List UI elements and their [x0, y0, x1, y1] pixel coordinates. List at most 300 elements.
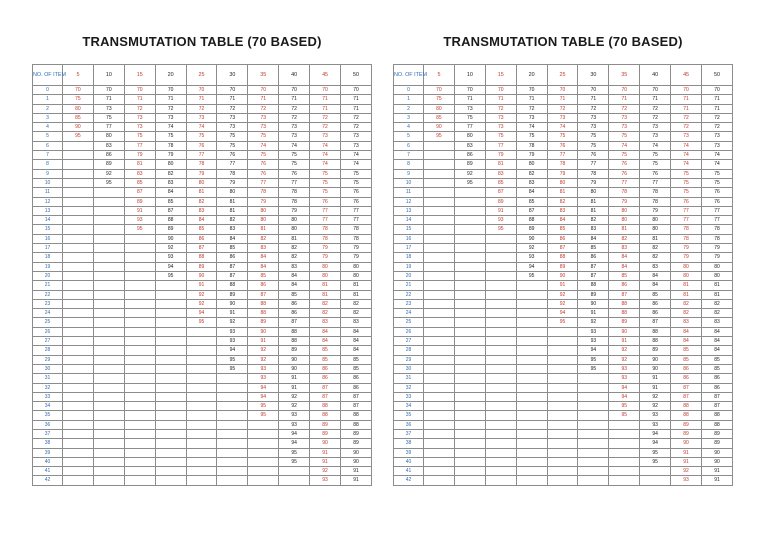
grade-cell: 77: [93, 123, 124, 132]
grade-cell: [516, 337, 547, 346]
grade-cell: 86: [341, 374, 372, 383]
grade-cell: 81: [547, 188, 578, 197]
item-count-cell: 31: [394, 374, 424, 383]
table-row: [33, 374, 372, 383]
grade-cell: [217, 467, 248, 476]
table-row: [33, 160, 372, 169]
table-row: [33, 206, 372, 215]
grade-cell: [485, 234, 516, 243]
grade-cell: 70: [248, 86, 279, 95]
grade-cell: 83: [516, 178, 547, 187]
grade-cell: 85: [702, 364, 733, 373]
grade-cell: 78: [155, 141, 186, 150]
grade-cell: 77: [578, 160, 609, 169]
grade-cell: 87: [124, 188, 155, 197]
grade-cell: [424, 309, 455, 318]
item-count-cell: 42: [394, 476, 424, 485]
grade-cell: [217, 383, 248, 392]
grade-cell: 87: [217, 262, 248, 271]
grade-cell: [155, 309, 186, 318]
grade-cell: 70: [454, 86, 485, 95]
header-item-label: NO. OF ITEM: [33, 65, 63, 86]
item-count-cell: 28: [33, 346, 63, 355]
grade-cell: 83: [578, 225, 609, 234]
grade-cell: 84: [640, 271, 671, 280]
grade-cell: 74: [702, 160, 733, 169]
grade-cell: 77: [640, 178, 671, 187]
grade-cell: 75: [124, 132, 155, 141]
grade-cell: [186, 420, 217, 429]
grade-cell: 72: [671, 123, 702, 132]
grade-cell: 80: [279, 216, 310, 225]
grade-cell: 74: [279, 141, 310, 150]
grade-cell: 79: [341, 253, 372, 262]
grade-cell: 77: [702, 206, 733, 215]
header-cell: 45: [310, 65, 341, 86]
grade-cell: [424, 262, 455, 271]
item-count-cell: 23: [394, 299, 424, 308]
item-count-cell: 39: [33, 448, 63, 457]
grade-cell: 92: [516, 244, 547, 253]
table-row: [33, 281, 372, 290]
grade-cell: [155, 299, 186, 308]
grade-cell: [248, 476, 279, 485]
grade-cell: [454, 299, 485, 308]
item-count-cell: 13: [394, 206, 424, 215]
item-count-cell: 31: [33, 374, 63, 383]
table-row: [33, 355, 372, 364]
grade-cell: [93, 429, 124, 438]
table-row: [33, 271, 372, 280]
grade-cell: [454, 318, 485, 327]
item-count-cell: 38: [394, 439, 424, 448]
grade-cell: 77: [279, 178, 310, 187]
item-count-cell: 36: [33, 420, 63, 429]
grade-cell: 71: [671, 95, 702, 104]
grade-cell: [578, 448, 609, 457]
table-row: [394, 86, 733, 95]
grade-cell: 70: [124, 86, 155, 95]
grade-cell: 89: [155, 225, 186, 234]
grade-cell: 75: [640, 160, 671, 169]
table-row: [33, 234, 372, 243]
grade-cell: 76: [640, 169, 671, 178]
grade-cell: 81: [640, 234, 671, 243]
grade-cell: 81: [248, 225, 279, 234]
grade-cell: [578, 411, 609, 420]
grade-cell: 85: [186, 225, 217, 234]
grade-cell: 85: [578, 244, 609, 253]
grade-cell: 72: [341, 113, 372, 122]
item-count-cell: 30: [33, 364, 63, 373]
grade-cell: 72: [341, 123, 372, 132]
grade-cell: 76: [186, 141, 217, 150]
table-row: [33, 429, 372, 438]
grade-cell: 94: [640, 439, 671, 448]
grade-cell: 88: [341, 420, 372, 429]
grade-cell: 72: [310, 123, 341, 132]
grade-cell: [63, 169, 94, 178]
grade-cell: 87: [578, 271, 609, 280]
grade-cell: [63, 244, 94, 253]
grade-cell: [93, 337, 124, 346]
item-count-cell: 40: [394, 457, 424, 466]
grade-cell: [63, 476, 94, 485]
grade-cell: 83: [702, 318, 733, 327]
grade-cell: 86: [341, 383, 372, 392]
grade-cell: 85: [124, 178, 155, 187]
grade-cell: 72: [217, 104, 248, 113]
grade-cell: [424, 299, 455, 308]
grade-cell: 78: [547, 160, 578, 169]
table-row: [394, 141, 733, 150]
grade-cell: [424, 318, 455, 327]
grade-cell: [454, 402, 485, 411]
grade-cell: [279, 476, 310, 485]
table-row: [33, 197, 372, 206]
grade-cell: [63, 216, 94, 225]
grade-cell: 80: [310, 271, 341, 280]
grade-cell: 80: [640, 225, 671, 234]
grade-cell: 87: [671, 392, 702, 401]
grade-cell: 85: [609, 271, 640, 280]
grade-cell: 73: [702, 132, 733, 141]
grade-cell: 86: [671, 374, 702, 383]
item-count-cell: 34: [33, 402, 63, 411]
grade-cell: 90: [702, 448, 733, 457]
grade-cell: [547, 420, 578, 429]
grade-cell: [485, 374, 516, 383]
grade-cell: 74: [671, 141, 702, 150]
grade-cell: [155, 355, 186, 364]
grade-cell: 80: [248, 216, 279, 225]
table-row: [33, 132, 372, 141]
grade-cell: 94: [279, 429, 310, 438]
grade-cell: 92: [186, 299, 217, 308]
grade-cell: 87: [609, 290, 640, 299]
table-row: [394, 160, 733, 169]
grade-cell: [63, 178, 94, 187]
grade-cell: 90: [578, 299, 609, 308]
item-count-cell: 25: [394, 318, 424, 327]
grade-cell: 84: [609, 262, 640, 271]
table-row: [394, 318, 733, 327]
grade-cell: 73: [609, 113, 640, 122]
grade-cell: 80: [609, 216, 640, 225]
grade-cell: [124, 309, 155, 318]
grade-cell: 85: [155, 197, 186, 206]
grade-cell: 80: [310, 262, 341, 271]
grade-cell: [485, 309, 516, 318]
grade-cell: 78: [279, 197, 310, 206]
grade-cell: 92: [93, 169, 124, 178]
grade-cell: 89: [547, 262, 578, 271]
grade-cell: 91: [671, 457, 702, 466]
grade-cell: [424, 197, 455, 206]
grade-cell: 83: [485, 169, 516, 178]
grade-cell: [424, 253, 455, 262]
grade-cell: [186, 355, 217, 364]
grade-cell: 81: [609, 225, 640, 234]
grade-cell: 95: [578, 355, 609, 364]
item-count-cell: 30: [394, 364, 424, 373]
grade-cell: [63, 346, 94, 355]
grade-cell: 77: [310, 216, 341, 225]
item-count-cell: 26: [394, 327, 424, 336]
table-row: [394, 467, 733, 476]
grade-cell: [516, 402, 547, 411]
grade-cell: [248, 439, 279, 448]
grade-cell: [93, 420, 124, 429]
grade-cell: [124, 355, 155, 364]
header-row: [394, 65, 733, 86]
grade-cell: [424, 467, 455, 476]
grade-cell: 90: [279, 364, 310, 373]
grade-cell: 82: [516, 169, 547, 178]
grade-cell: 76: [279, 169, 310, 178]
grade-cell: [124, 411, 155, 420]
grade-cell: 73: [516, 113, 547, 122]
grade-cell: 95: [485, 225, 516, 234]
grade-cell: 90: [516, 234, 547, 243]
grade-cell: 89: [609, 318, 640, 327]
grade-cell: 79: [155, 151, 186, 160]
grade-cell: [454, 244, 485, 253]
grade-cell: [63, 151, 94, 160]
item-count-cell: 2: [33, 104, 63, 113]
item-count-cell: 42: [33, 476, 63, 485]
header-cell: 45: [671, 65, 702, 86]
grade-cell: 93: [516, 253, 547, 262]
item-count-cell: 20: [394, 271, 424, 280]
grade-cell: [186, 448, 217, 457]
grade-cell: [424, 392, 455, 401]
grade-cell: 70: [424, 86, 455, 95]
grade-cell: 89: [93, 160, 124, 169]
grade-cell: [547, 337, 578, 346]
grade-cell: [424, 281, 455, 290]
grade-cell: 92: [454, 169, 485, 178]
grade-cell: 84: [310, 337, 341, 346]
grade-cell: 84: [248, 253, 279, 262]
grade-cell: 75: [671, 188, 702, 197]
grade-cell: [454, 253, 485, 262]
grade-cell: [424, 457, 455, 466]
grade-cell: 86: [547, 234, 578, 243]
grade-cell: 91: [671, 448, 702, 457]
grade-cell: 78: [609, 188, 640, 197]
grade-cell: 88: [671, 402, 702, 411]
grade-cell: 75: [279, 151, 310, 160]
table-row: [394, 188, 733, 197]
grade-cell: 75: [640, 151, 671, 160]
grade-cell: [424, 346, 455, 355]
grade-cell: [93, 197, 124, 206]
grade-cell: 75: [279, 160, 310, 169]
grade-cell: 95: [640, 448, 671, 457]
grade-cell: 92: [155, 244, 186, 253]
grade-cell: 82: [217, 216, 248, 225]
item-count-cell: 5: [394, 132, 424, 141]
grade-cell: [93, 439, 124, 448]
grade-cell: [124, 337, 155, 346]
grade-cell: [63, 355, 94, 364]
grade-cell: 85: [63, 113, 94, 122]
grade-cell: [485, 411, 516, 420]
item-count-cell: 14: [33, 216, 63, 225]
grade-cell: [124, 327, 155, 336]
item-count-cell: 41: [394, 467, 424, 476]
grade-cell: 75: [702, 169, 733, 178]
grade-cell: 74: [516, 123, 547, 132]
grade-cell: [424, 327, 455, 336]
table-row: [33, 439, 372, 448]
grade-cell: 71: [124, 95, 155, 104]
table-row: [394, 234, 733, 243]
grade-cell: 93: [217, 337, 248, 346]
grade-cell: 95: [124, 225, 155, 234]
grade-cell: [516, 420, 547, 429]
grade-cell: [93, 271, 124, 280]
grade-cell: 88: [702, 411, 733, 420]
grade-cell: 79: [640, 206, 671, 215]
grade-cell: [547, 364, 578, 373]
grade-cell: [454, 392, 485, 401]
grade-cell: 93: [609, 374, 640, 383]
grade-cell: [93, 411, 124, 420]
grade-cell: 77: [671, 216, 702, 225]
item-count-cell: 3: [33, 113, 63, 122]
grade-cell: 72: [279, 104, 310, 113]
item-count-cell: 27: [394, 337, 424, 346]
grade-cell: 82: [248, 234, 279, 243]
grade-cell: 82: [310, 299, 341, 308]
grade-cell: 83: [217, 225, 248, 234]
grade-cell: 71: [485, 95, 516, 104]
grade-cell: [454, 467, 485, 476]
grade-cell: 71: [93, 95, 124, 104]
grade-cell: 84: [578, 234, 609, 243]
grade-cell: 81: [124, 160, 155, 169]
grade-cell: [424, 476, 455, 485]
table-row: [33, 309, 372, 318]
grade-cell: 80: [248, 206, 279, 215]
grade-cell: 89: [124, 197, 155, 206]
grade-cell: [93, 457, 124, 466]
item-count-cell: 13: [33, 206, 63, 215]
grade-cell: 84: [279, 281, 310, 290]
grade-cell: 85: [341, 364, 372, 373]
grade-cell: 79: [547, 169, 578, 178]
grade-cell: [424, 439, 455, 448]
grade-cell: [424, 337, 455, 346]
item-count-cell: 38: [33, 439, 63, 448]
transmutation-table-left: [32, 32, 372, 486]
grade-cell: 90: [424, 123, 455, 132]
grade-cell: 90: [640, 355, 671, 364]
grade-cell: [578, 374, 609, 383]
item-count-cell: 23: [33, 299, 63, 308]
grade-cell: [516, 364, 547, 373]
header-cell: 20: [155, 65, 186, 86]
grade-cell: [124, 318, 155, 327]
transmutation-grid: [32, 64, 372, 486]
grade-cell: [454, 262, 485, 271]
grade-cell: [248, 467, 279, 476]
grade-cell: 92: [640, 392, 671, 401]
header-cell: 50: [702, 65, 733, 86]
grade-cell: 90: [155, 234, 186, 243]
grade-cell: 85: [516, 197, 547, 206]
grade-cell: 77: [217, 160, 248, 169]
grade-cell: [93, 364, 124, 373]
grade-cell: 89: [516, 225, 547, 234]
grade-cell: [93, 234, 124, 243]
grade-cell: 89: [578, 290, 609, 299]
grade-cell: 95: [217, 364, 248, 373]
grade-cell: 81: [578, 206, 609, 215]
grade-cell: 86: [454, 151, 485, 160]
grade-cell: 70: [485, 86, 516, 95]
grade-cell: [485, 253, 516, 262]
grade-cell: 80: [63, 104, 94, 113]
grade-cell: [155, 392, 186, 401]
grade-cell: 74: [671, 160, 702, 169]
grade-cell: 89: [454, 160, 485, 169]
grade-cell: [424, 411, 455, 420]
grade-cell: [516, 327, 547, 336]
grade-cell: 92: [310, 467, 341, 476]
grade-cell: 76: [341, 197, 372, 206]
grade-cell: 74: [547, 123, 578, 132]
header-cell: 25: [186, 65, 217, 86]
grade-cell: 75: [341, 169, 372, 178]
header-cell: 50: [341, 65, 372, 86]
grade-cell: 71: [578, 95, 609, 104]
grade-cell: [640, 476, 671, 485]
grade-cell: 85: [702, 355, 733, 364]
grade-cell: [454, 448, 485, 457]
grade-cell: [609, 476, 640, 485]
grade-cell: [155, 318, 186, 327]
grade-cell: 85: [310, 355, 341, 364]
grade-cell: 80: [578, 188, 609, 197]
grade-cell: 70: [547, 86, 578, 95]
grade-cell: 88: [248, 299, 279, 308]
grade-cell: 73: [124, 123, 155, 132]
grade-cell: [186, 457, 217, 466]
grade-cell: 84: [671, 337, 702, 346]
grade-cell: [424, 448, 455, 457]
grade-cell: [485, 262, 516, 271]
grade-cell: 70: [578, 86, 609, 95]
grade-cell: [217, 439, 248, 448]
table-row: [394, 281, 733, 290]
grade-cell: 79: [516, 151, 547, 160]
grade-cell: [217, 476, 248, 485]
grade-cell: 91: [341, 476, 372, 485]
table-row: [394, 392, 733, 401]
table-row: [33, 402, 372, 411]
grade-cell: 95: [248, 411, 279, 420]
grade-cell: [485, 448, 516, 457]
grade-cell: [63, 206, 94, 215]
grade-cell: 91: [609, 337, 640, 346]
grade-cell: 74: [155, 123, 186, 132]
grade-cell: [186, 402, 217, 411]
header-cell: 20: [516, 65, 547, 86]
grade-cell: 72: [609, 104, 640, 113]
